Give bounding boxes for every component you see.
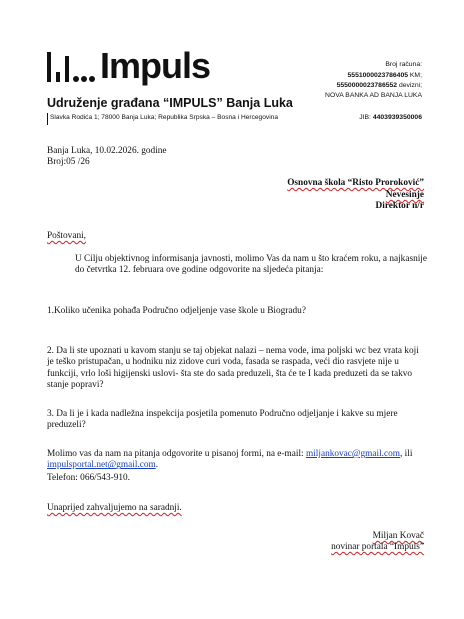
email-link-2[interactable]: impulsportal.net@gmail.com <box>47 460 156 471</box>
question-1: 1.Koliko učenika pohađa Područno odjeljenje vase škole u Biogradu? <box>47 306 306 316</box>
account-km-number: 5551000023786405 <box>347 72 409 79</box>
account-title: Broj računa: <box>385 61 422 68</box>
account-foreign <box>337 81 422 90</box>
signature-name: Miljan Kovač <box>372 531 424 541</box>
date-line: Banja Luka, 10.02.2026. godine <box>47 146 167 156</box>
jib <box>359 113 422 122</box>
question-2: 2. Da li ste upoznati u kavom stanju se taj objekat nalazi – nema vode, ima poljski wc bez vrata koji je teško pristupačan, u hodniku niz zidove curi voda, fasada se raspada, veći dio rasvjete nije u funkciji, vrlo loši higijenski uslovi- šta ste do sada preduzeli, šta će te I kada preduzeti da se takvo stanje popravi? <box>47 346 419 391</box>
email-separator: , ili <box>400 449 413 459</box>
text-cursor <box>47 113 48 125</box>
signature-role: novinar portala “Impuls” <box>331 542 424 552</box>
reference-number: Broj:05 /26 <box>47 157 90 167</box>
greeting: Poštovani, <box>47 231 86 241</box>
question-3: 3. Da li je i kada nadležna inspekcija posjetila pomenuto Područno odjeljanje i kakve su mjere preduzeli? <box>47 409 398 431</box>
account-km <box>348 71 422 80</box>
bank-name: NOVA BANKA AD BANJA LUKA <box>325 92 422 99</box>
recipient-city: Nevesinje <box>385 190 424 200</box>
organization-address: Slavka Rodića 1; 78000 Banja Luka; Republika Srpska – Bosna i Hercegovina <box>50 114 278 121</box>
email-end: . <box>155 460 159 471</box>
recipient-school: Osnovna škola “Risto Proroković” <box>287 178 424 188</box>
account-dev-suffix: devizni; <box>397 82 422 89</box>
email-link-1[interactable]: miljankovac@gmail.com <box>305 449 400 459</box>
reply-request <box>47 449 427 472</box>
phone-line: Telefon: 066/543-910. <box>47 473 131 483</box>
account-dev-number: 5550000023786552 <box>336 82 398 89</box>
jib-value: 4403939350006 <box>372 114 422 121</box>
organization-name: Udruženje građana “IMPULS” Banja Luka <box>47 96 293 110</box>
account-km-suffix: KM; <box>408 72 422 79</box>
jib-label: JIB: <box>359 114 373 121</box>
recipient-role: Direktor n/r <box>375 201 424 211</box>
logo-wordmark: Impuls <box>100 45 211 86</box>
intro-paragraph: U Cilju objektivnog informisanja javnosti, molimo Vas da nam u što kraćem roku, a najkasnije do četvrtka 12. februara ove godine odgovorite na sljedeća pitanja: <box>75 254 428 276</box>
reply-prefix: Molimo vas da nam na pitanja odgovorite u pisanoj formi, na e-mail: <box>47 449 304 459</box>
thanks-line: Unaprijed zahvaljujemo na saradnji. <box>47 503 182 513</box>
